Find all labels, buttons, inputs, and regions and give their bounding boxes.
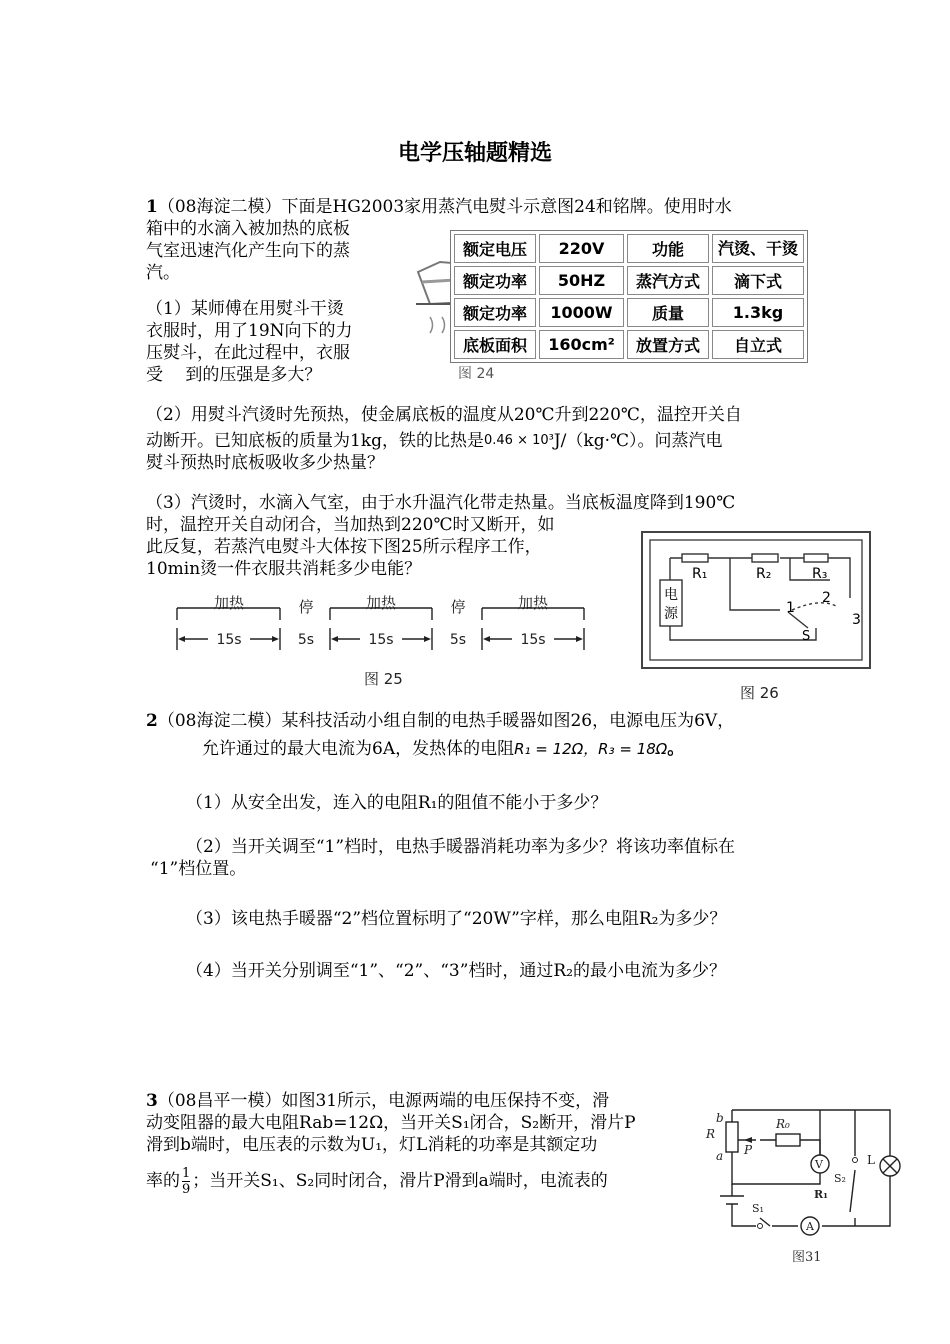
fraction [182,1166,190,1197]
specific-heat-formula: 0.46 × 10³ [484,433,554,448]
fig25-label: 图 25 [364,670,403,688]
fig26-pos2: 2 [822,590,831,606]
table-cell: 额定电压 [454,234,536,263]
q1-p3-line4: 10min烫一件衣服共消耗多少电能？ [146,559,422,579]
fig26-label: 图 26 [740,684,779,702]
fig26-r1: R₁ [692,566,708,582]
q2-p1: （1）从安全出发，连入的电阻R₁的阻值不能小于多少？ [186,793,608,813]
q1-line2: 箱中的水滴入被加热的底板 [146,219,350,239]
q2-line1-text: （08海淀二模）某科技活动小组自制的电热手暖器如图26，电源电压为6V， [157,711,735,731]
q2-line2 [202,738,684,760]
fig26-source-2: 源 [664,606,678,622]
table-row [454,298,804,327]
q1-p2-line2b: J/（kg·℃）。问蒸汽电 [553,431,723,451]
q3-line4 [146,1166,608,1197]
fig25-seg-1: 停 [298,598,314,616]
q3-line4b: ；当开关S₁、S₂同时闭合，滑片P滑到a端时，电流表的 [192,1171,608,1191]
q2-line2b: 。 [667,739,685,759]
fig25-dur-3: 5s [449,632,467,648]
q3-line4a: 率的 [146,1171,180,1191]
resistance-formula: R₁ = 12Ω，R₃ = 18Ω [514,740,668,758]
fig26-source-1: 电 [664,587,678,603]
fig25-dur-0: 15s [216,632,242,648]
q1-p3-line3: 此反复，若蒸汽电熨斗大体按下图25所示程序工作， [146,537,542,557]
q2-p3: （3）该电热手暖器“2”档位置标明了“20W”字样，那么电阻R₂为多少？ [186,909,727,929]
page-title: 电学压轴题精选 [397,141,552,166]
q2-p2-line2: “1”档位置。 [150,859,247,879]
q3-number: 3 [146,1091,158,1111]
table-cell: 额定功率 [454,266,536,295]
q1-p3-line1: （3）汽烫时，水滴入气室，由于水升温汽化带走热量。当底板温度降到190℃ [146,493,736,513]
fig31-S1: S₁ [752,1202,764,1215]
fraction-numerator: 1 [182,1166,191,1181]
fraction-denominator: 9 [182,1182,191,1197]
q1-p2-line2 [146,430,723,452]
q1-line1 [146,196,732,218]
q3-line3: 滑到b端时，电压表的示数为U₁，灯L消耗的功率是其额定功 [146,1135,598,1155]
q3-line1-text: （08昌平一模）如图31所示，电源两端的电压保持不变，滑 [157,1091,610,1111]
fig31-a: a [716,1149,724,1163]
fig25-dur-2: 15s [368,632,394,648]
q1-p2-line3: 熨斗预热时底板吸收多少热量？ [146,453,384,473]
fig31-b: b [716,1111,724,1125]
table-cell: 自立式 [712,330,804,359]
table-cell: 额定功率 [454,298,536,327]
table-cell: 50HZ [539,266,624,295]
fig31-L: L [867,1153,875,1167]
fig25-seg-4: 加热 [517,594,549,612]
fig25-seg-3: 停 [450,598,466,616]
fig25-seg-2: 加热 [365,594,397,612]
table-row [454,266,804,295]
q2-line2a: 允许通过的最大电流为6A，发热体的电阻 [202,739,515,759]
q2-p2-line1: （2）当开关调至“1”档时，电热手暖器消耗功率为多少？将该功率值标在 [186,837,736,857]
q2-p4: （4）当开关分别调至“1”、“2”、“3”档时，通过R₂的最小电流为多少？ [186,961,727,981]
table-cell: 160cm² [539,330,624,359]
q1-p2-line1: （2）用熨斗汽烫时先预热，使金属底板的温度从20℃升到220℃，温控开关自 [146,405,742,425]
q1-p3-line2: 时，温控开关自动闭合，当加热到220℃时又断开，如 [146,515,555,535]
q3-line1 [146,1090,609,1112]
table-cell: 1000W [539,298,624,327]
fig31-V: V [815,1158,823,1171]
q1-p1-line2: 衣服时，用了19N向下的力 [146,321,353,341]
fig31-R: R [706,1127,716,1141]
fig26-r2: R₂ [756,566,772,582]
table-cell: 蒸汽方式 [627,266,709,295]
q2-number: 2 [146,711,158,731]
table-row [454,234,804,263]
q3-line2: 动变阻器的最大电阻Rab=12Ω，当开关S₁闭合，S₂断开，滑片P [146,1113,636,1133]
spec-table [450,230,808,363]
table-cell: 汽烫、干烫 [712,234,804,263]
fig26-pos1: 1 [786,600,795,616]
table-cell: 220V [539,234,624,263]
table-cell: 功能 [627,234,709,263]
fig31-P: P [744,1143,753,1157]
q1-p1-line3: 压熨斗，在此过程中，衣服 [146,343,350,363]
q1-line4: 汽。 [146,263,180,283]
table-cell: 质量 [627,298,709,327]
fig26-pos3: 3 [852,612,861,628]
q2-line1 [146,710,734,732]
fig24-label: 图 24 [458,366,495,382]
fig25-timeline [170,592,600,662]
table-cell: 底板面积 [454,330,536,359]
fig31-label: 图31 [792,1250,822,1265]
table-row [454,330,804,359]
fig31-R1: R₁ [814,1188,828,1201]
table-cell: 放置方式 [627,330,709,359]
q1-p1-line4: 受 到的压强是多大？ [146,365,322,385]
q1-number: 1 [146,197,158,217]
q1-p2-line2a: 动断开。已知底板的质量为1kg，铁的比热是 [146,431,484,451]
fig25-dur-1: 5s [297,632,315,648]
fig26-switch: S [802,629,811,644]
fig31-R0: R₀ [776,1117,790,1131]
fig25-dur-4: 15s [520,632,546,648]
q1-line1-text: （08海淀二模）下面是HG2003家用蒸汽电熨斗示意图24和铭牌。使用时水 [157,197,732,217]
q1-line3: 气室迅速汽化产生向下的蒸 [146,241,350,261]
fig31-S2: S₂ [834,1172,846,1185]
table-cell: 滴下式 [712,266,804,295]
fig25-seg-0: 加热 [213,594,245,612]
fig26-r3: R₃ [812,566,828,582]
fig31-A: A [806,1220,814,1233]
fig26-circuit [640,530,872,670]
table-cell: 1.3kg [712,298,804,327]
q1-p1-line1: （1）某师傅在用熨斗干烫 [146,299,344,319]
fig31-circuit [700,1100,910,1250]
